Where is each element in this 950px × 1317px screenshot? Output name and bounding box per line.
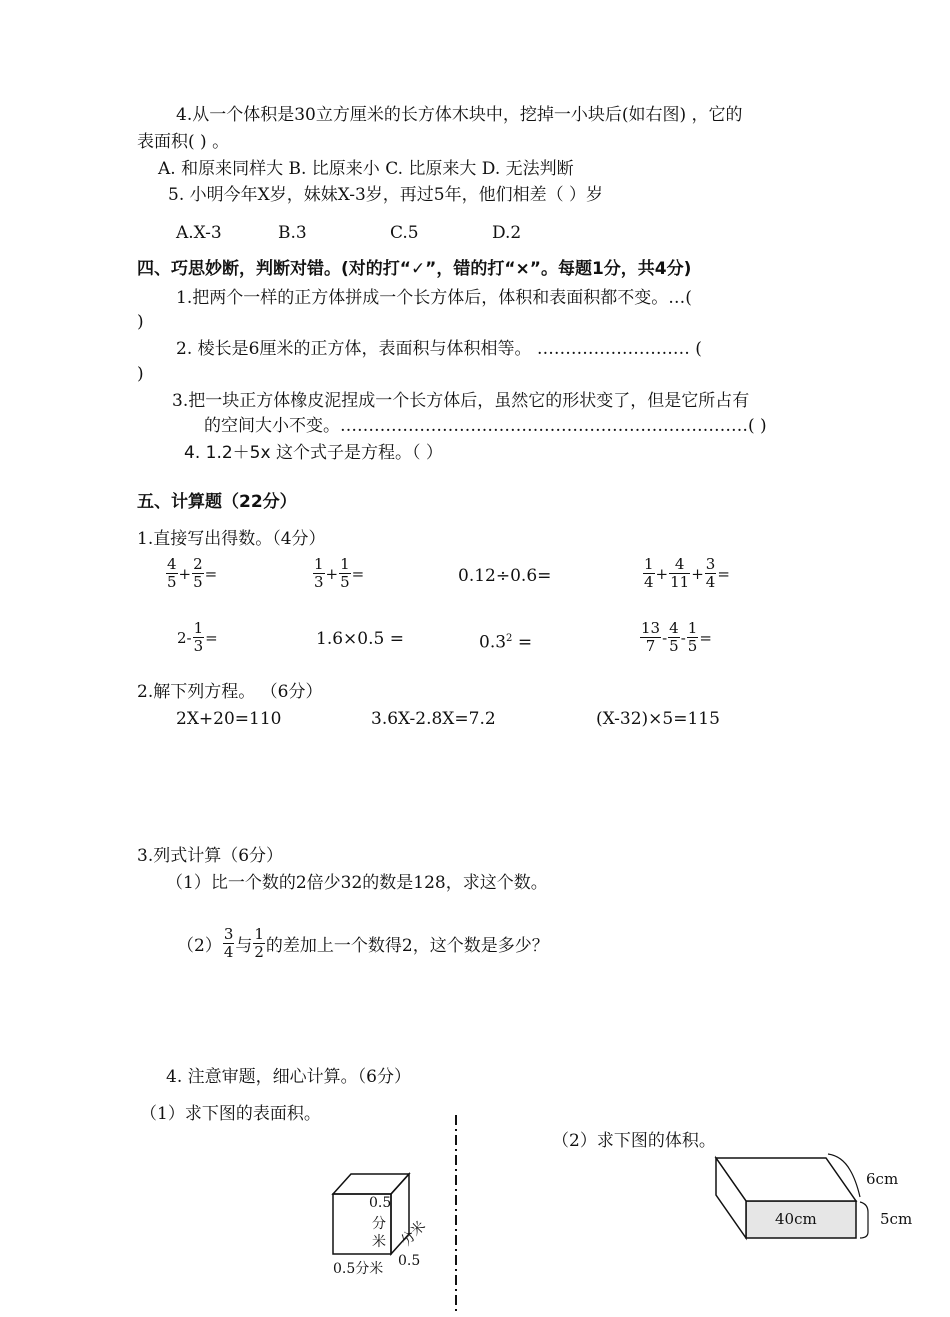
q3-item5-line: 5. 小明今年X岁，妹妹X-3岁，再过5年，他们相差（ ）岁 bbox=[168, 185, 604, 205]
q3-item4-line1: 4.从一个体积是30立方厘米的长方体木块中，挖掉一小块后(如右图) ，它的 bbox=[176, 105, 743, 125]
expr-r2-4: $\frac{13}{7}$ - $\frac{4}{5}$ - $\frac{1}{5}$ = bbox=[641, 619, 712, 655]
q3-item5-option-c: C.5 bbox=[390, 223, 419, 243]
fraction: $\frac{1}{4}$ bbox=[644, 555, 654, 591]
fraction: $\frac{4}{5}$ bbox=[669, 619, 679, 655]
part3-q2: （2） $\frac{3}{4}$ 与 $\frac{1}{2}$ 的差加上一个数得2，这个数是多少？ bbox=[177, 925, 549, 961]
cube-label-depth-value: 0.5 bbox=[398, 1253, 421, 1269]
expr-r1-4: $\frac{1}{4}$ + $\frac{4}{11}$ + $\frac{3}{4}$ = bbox=[644, 555, 730, 591]
equation-2: 3.6X-2.8X=7.2 bbox=[371, 709, 496, 729]
s4-item4: 4. 1.2＋5x 这个式子是方程。（ ） bbox=[184, 443, 443, 463]
part1-title: 1.直接写出得数。（4分） bbox=[137, 529, 326, 549]
s4-item2-line2: ) bbox=[137, 364, 144, 384]
s4-item3-line1: 3.把一块正方体橡皮泥捏成一个长方体后，虽然它的形状变了，但是它所占有 bbox=[172, 391, 750, 411]
expr-r1-2: $\frac{1}{3}$ + $\frac{1}{5}$ = bbox=[314, 555, 365, 591]
q3-item5-option-b: B.3 bbox=[278, 223, 307, 243]
fraction: $\frac{3}{4}$ bbox=[223, 925, 234, 961]
expr-r2-1: 2- $\frac{1}{3}$ = bbox=[177, 619, 218, 655]
q3-item4-line2: 表面积( ) 。 bbox=[137, 132, 230, 152]
expr-r2-3: $0.3^2$ = bbox=[479, 632, 533, 653]
fraction: $\frac{1}{3}$ bbox=[314, 555, 324, 591]
q3-item5-option-a: A.X-3 bbox=[176, 223, 222, 243]
part4-title: 4. 注意审题，细心计算。（6分） bbox=[166, 1067, 411, 1087]
q3-item5-option-d: D.2 bbox=[492, 223, 522, 243]
section4-heading: 四、巧思妙断，判断对错。(对的打“✓”，错的打“×”。每题1分，共4分) bbox=[137, 259, 692, 279]
part2-title: 2.解下列方程。 （6分） bbox=[137, 682, 323, 702]
s4-item2-line1: 2. 棱长是6厘米的正方体，表面积与体积相等。 ……………………… ( bbox=[176, 339, 702, 359]
equation-3: (X-32)×5=115 bbox=[596, 709, 720, 729]
cuboid-label-height: 6cm bbox=[866, 1170, 899, 1188]
fraction: $\frac{4}{5}$ bbox=[167, 555, 177, 591]
part3-q1: （1）比一个数的2倍少32的数是128，求这个数。 bbox=[166, 873, 548, 893]
s4-item1-line2: ) bbox=[137, 312, 144, 332]
equation-1: 2X+20=110 bbox=[176, 709, 282, 729]
cube-label-bottom: 0.5分米 bbox=[333, 1261, 384, 1277]
cube-label-side-2: 米 bbox=[372, 1234, 386, 1250]
expr-r1-3: 0.12÷0.6= bbox=[458, 566, 552, 586]
fraction: $\frac{1}{3}$ bbox=[193, 619, 204, 655]
cuboid-figure bbox=[710, 1150, 890, 1250]
expr-r2-2: 1.6×0.5 = bbox=[316, 629, 404, 649]
fraction: $\frac{1}{5}$ bbox=[340, 555, 350, 591]
q3-item4-options: A. 和原来同样大 B. 比原来小 C. 比原来大 D. 无法判断 bbox=[158, 159, 574, 179]
fraction: $\frac{1}{2}$ bbox=[254, 925, 264, 961]
part4-q2: （2）求下图的体积。 bbox=[552, 1131, 716, 1151]
cube-label-top: 0.5 bbox=[369, 1195, 392, 1211]
cube-label-side-1: 分 bbox=[372, 1216, 386, 1232]
fraction: $\frac{13}{7}$ bbox=[641, 619, 661, 655]
s4-item3-line2: 的空间大小不变。………………………………………………………………( ) bbox=[204, 416, 767, 436]
cuboid-label-right: 5cm bbox=[880, 1210, 913, 1228]
fraction: $\frac{1}{5}$ bbox=[687, 619, 698, 655]
expr-r1-1: $\frac{4}{5}$ + $\frac{2}{5}$ = bbox=[167, 555, 218, 591]
cube-label-depth-unit: 分米 bbox=[397, 1218, 430, 1250]
fraction: $\frac{2}{5}$ bbox=[193, 555, 203, 591]
fraction: $\frac{4}{11}$ bbox=[670, 555, 690, 591]
s4-item1-line1: 1.把两个一样的正方体拼成一个长方体后，体积和表面积都不变。…( bbox=[176, 288, 692, 308]
fraction: $\frac{3}{4}$ bbox=[705, 555, 716, 591]
section5-heading: 五、计算题（22分） bbox=[137, 492, 297, 512]
part4-q1: （1）求下图的表面积。 bbox=[140, 1104, 321, 1124]
cuboid-label-front: 40cm bbox=[775, 1210, 817, 1228]
part3-title: 3.列式计算（6分） bbox=[137, 846, 284, 866]
